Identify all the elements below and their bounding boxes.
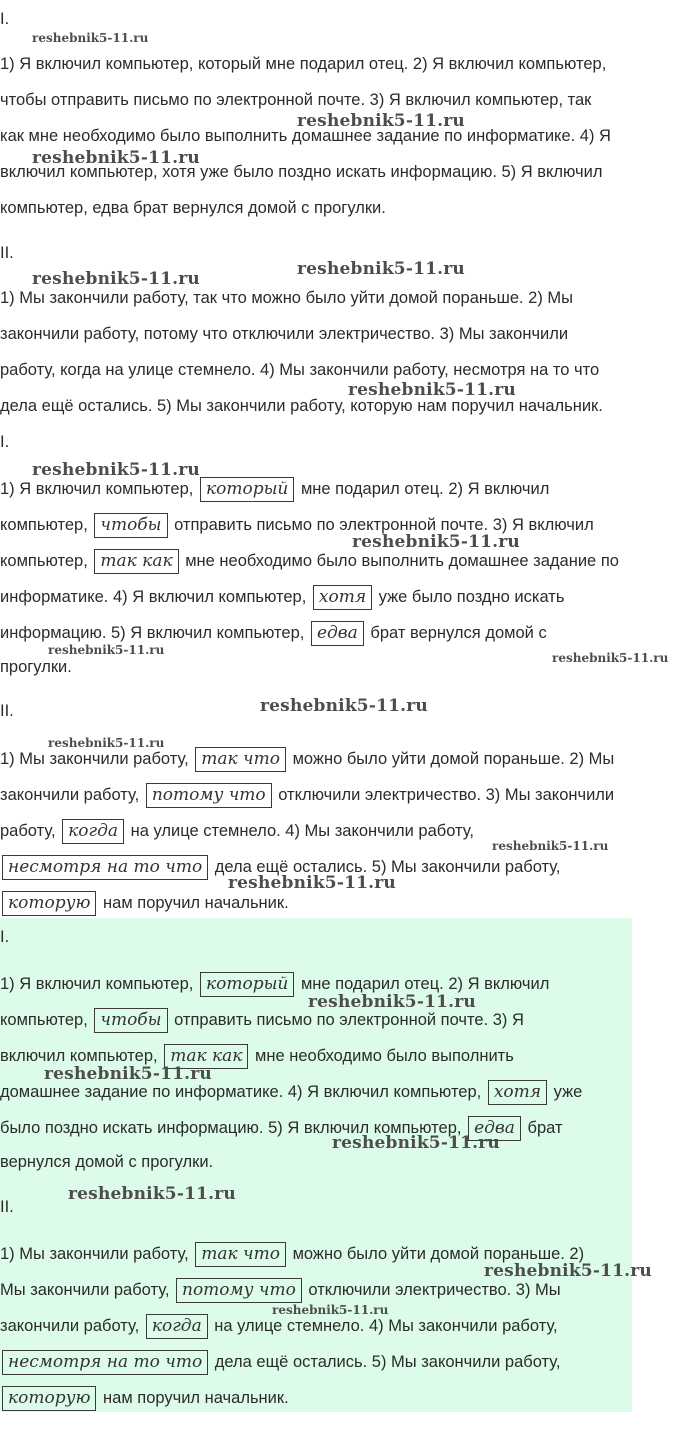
conjunction-box: хотя	[313, 585, 372, 610]
conjunction-box: которую	[2, 891, 96, 916]
sentence-text: включил компьютер, хотя уже было поздно искать информацию. 5) Я включил	[0, 163, 603, 181]
heading-part-I	[0, 9, 9, 29]
watermark-text: reshebnik5-11.ru	[260, 696, 428, 716]
watermark-text: reshebnik5-11.ru	[228, 873, 396, 893]
watermark-text: reshebnik5-11.ru	[272, 1303, 389, 1317]
conjunction-box: так что	[195, 1242, 286, 1267]
sentence-text: на улице стемнело. 4) Мы закончили работу,	[209, 1317, 558, 1335]
sentence-line	[0, 1152, 213, 1172]
sentence-text: мне необходимо было выполнить домашнее задание по	[180, 552, 619, 570]
watermark-text: reshebnik5-11.ru	[332, 1133, 500, 1153]
sentence-text: компьютер,	[0, 552, 93, 570]
conjunction-box: едва	[311, 621, 364, 646]
sentence-line	[0, 549, 619, 574]
watermark-text: reshebnik5-11.ru	[297, 259, 465, 279]
sentence-text: отправить письмо по электронной почте. 3) Я включил	[169, 516, 594, 534]
sentence-text: на улице стемнело. 4) Мы закончили работу,	[126, 822, 474, 840]
sentence-text: 1) Мы закончили работу, так что можно было уйти домой пораньше. 2) Мы	[0, 289, 574, 307]
sentence-line	[0, 783, 614, 808]
sentence-text: было поздно искать информацию. 5) Я включил компьютер,	[0, 1119, 467, 1137]
conjunction-box: едва	[468, 1116, 521, 1141]
sentence-text: уже было поздно искать	[374, 588, 565, 606]
sentence-text: брат вернулся домой с	[365, 624, 547, 642]
watermark-text: reshebnik5-11.ru	[44, 1064, 212, 1084]
sentence-line	[0, 747, 614, 772]
conjunction-box: чтобы	[94, 513, 167, 538]
heading-part-II	[0, 1197, 14, 1217]
sentence-line	[0, 891, 289, 916]
sentence-text: вернулся домой с прогулки.	[0, 1153, 214, 1171]
sentence-line	[0, 288, 573, 308]
section-heading: I.	[0, 433, 10, 451]
watermark-text: reshebnik5-11.ru	[352, 532, 520, 552]
sentence-text: дела ещё остались. 5) Мы закончили работу,	[210, 1353, 561, 1371]
sentence-text: уже	[549, 1083, 583, 1101]
conjunction-box: несмотря на то что	[2, 1350, 208, 1375]
sentence-text: компьютер,	[0, 516, 93, 534]
sentence-text: Мы закончили работу,	[0, 1281, 174, 1299]
sentence-text: компьютер,	[0, 1011, 93, 1029]
sentence-text: 1) Мы закончили работу,	[0, 750, 194, 768]
conjunction-box: когда	[146, 1314, 208, 1339]
heading-part-I	[0, 432, 9, 452]
watermark-text: reshebnik5-11.ru	[552, 651, 669, 665]
conjunction-box: которую	[2, 1386, 96, 1411]
heading-part-I	[0, 927, 9, 947]
watermark-text: reshebnik5-11.ru	[48, 736, 165, 750]
watermark-text: reshebnik5-11.ru	[308, 992, 476, 1012]
sentence-text: 1) Я включил компьютер,	[0, 975, 198, 993]
sentence-line	[0, 90, 591, 110]
sentence-line	[0, 360, 599, 380]
sentence-text: брат	[522, 1119, 563, 1137]
sentence-text: нам поручил начальник.	[98, 1389, 289, 1407]
sentence-text: 1) Я включил компьютер, который мне подарил отец. 2) Я включил компьютер,	[0, 55, 607, 73]
sentence-text: отключили электричество. 3) Мы закончили	[273, 786, 615, 804]
sentence-text: отключили электричество. 3) Мы	[303, 1281, 561, 1299]
heading-part-II	[0, 701, 14, 721]
conjunction-box: хотя	[488, 1080, 547, 1105]
conjunction-box: который	[200, 477, 294, 502]
sentence-text: компьютер, едва брат вернулся домой с прогулки.	[0, 199, 386, 217]
watermark-text: reshebnik5-11.ru	[297, 111, 465, 131]
conjunction-box: несмотря на то что	[2, 855, 208, 880]
watermark-text: reshebnik5-11.ru	[32, 460, 200, 480]
sentence-text: дела ещё остались. 5) Мы закончили работу,	[210, 858, 561, 876]
sentence-line	[0, 54, 606, 74]
sentence-text: можно было уйти домой пораньше. 2)	[288, 1245, 585, 1263]
sentence-line	[0, 198, 386, 218]
conjunction-box: чтобы	[94, 1008, 167, 1033]
section-heading: I.	[0, 928, 10, 946]
sentence-text: информацию. 5) Я включил компьютер,	[0, 624, 309, 642]
watermark-text: reshebnik5-11.ru	[348, 380, 516, 400]
sentence-line	[0, 657, 72, 677]
conjunction-box: когда	[62, 819, 124, 844]
sentence-text: дела ещё остались. 5) Мы закончили работу, которую нам поручил начальник.	[0, 397, 603, 415]
conjunction-box: так как	[164, 1044, 248, 1069]
sentence-text: информатике. 4) Я включил компьютер,	[0, 588, 311, 606]
section-heading: II.	[0, 702, 14, 720]
sentence-text: нам поручил начальник.	[98, 894, 289, 912]
conjunction-box: который	[200, 972, 294, 997]
section-heading: I.	[0, 10, 10, 28]
conjunction-box: потому что	[146, 783, 272, 808]
sentence-text: как мне необходимо было выполнить домашнее задание по информатике. 4) Я	[0, 127, 611, 145]
watermark-text: reshebnik5-11.ru	[484, 1261, 652, 1281]
sentence-line	[0, 1350, 560, 1375]
sentence-line	[0, 585, 564, 610]
sentence-text: 1) Я включил компьютер,	[0, 480, 198, 498]
conjunction-box: потому что	[176, 1278, 302, 1303]
sentence-line	[0, 324, 568, 344]
watermark-text: reshebnik5-11.ru	[32, 148, 200, 168]
section-heading: II.	[0, 1198, 14, 1216]
sentence-text: прогулки.	[0, 658, 72, 676]
sentence-line	[0, 1278, 561, 1303]
heading-part-II	[0, 243, 14, 263]
watermark-text: reshebnik5-11.ru	[68, 1184, 236, 1204]
sentence-text: закончили работу, потому что отключили электричество. 3) Мы закончили	[0, 325, 569, 343]
conjunction-box: так что	[195, 747, 286, 772]
sentence-line	[0, 819, 474, 844]
sentence-line	[0, 477, 549, 502]
sentence-text: работу,	[0, 822, 61, 840]
sentence-text: закончили работу,	[0, 786, 144, 804]
sentence-text: мне необходимо было выполнить	[250, 1047, 514, 1065]
sentence-text: мне подарил отец. 2) Я включил	[296, 975, 550, 993]
conjunction-box: так как	[94, 549, 178, 574]
sentence-text: отправить письмо по электронной почте. 3) Я	[169, 1011, 524, 1029]
sentence-text: включил компьютер,	[0, 1047, 163, 1065]
watermark-text: reshebnik5-11.ru	[48, 643, 165, 657]
sentence-text: чтобы отправить письмо по электронной почте. 3) Я включил компьютер, так	[0, 91, 592, 109]
sentence-text: домашнее задание по информатике. 4) Я включил компьютер,	[0, 1083, 486, 1101]
sentence-text: работу, когда на улице стемнело. 4) Мы закончили работу, несмотря на то что	[0, 361, 600, 379]
watermark-text: reshebnik5-11.ru	[32, 269, 200, 289]
sentence-line	[0, 1386, 289, 1411]
watermark-text: reshebnik5-11.ru	[32, 31, 149, 45]
sentence-text: 1) Мы закончили работу,	[0, 1245, 194, 1263]
watermark-text: reshebnik5-11.ru	[492, 839, 609, 853]
sentence-line	[0, 1314, 558, 1339]
section-heading: II.	[0, 244, 14, 262]
sentence-text: можно было уйти домой пораньше. 2) Мы	[288, 750, 615, 768]
sentence-text: мне подарил отец. 2) Я включил	[296, 480, 550, 498]
sentence-text: закончили работу,	[0, 1317, 144, 1335]
